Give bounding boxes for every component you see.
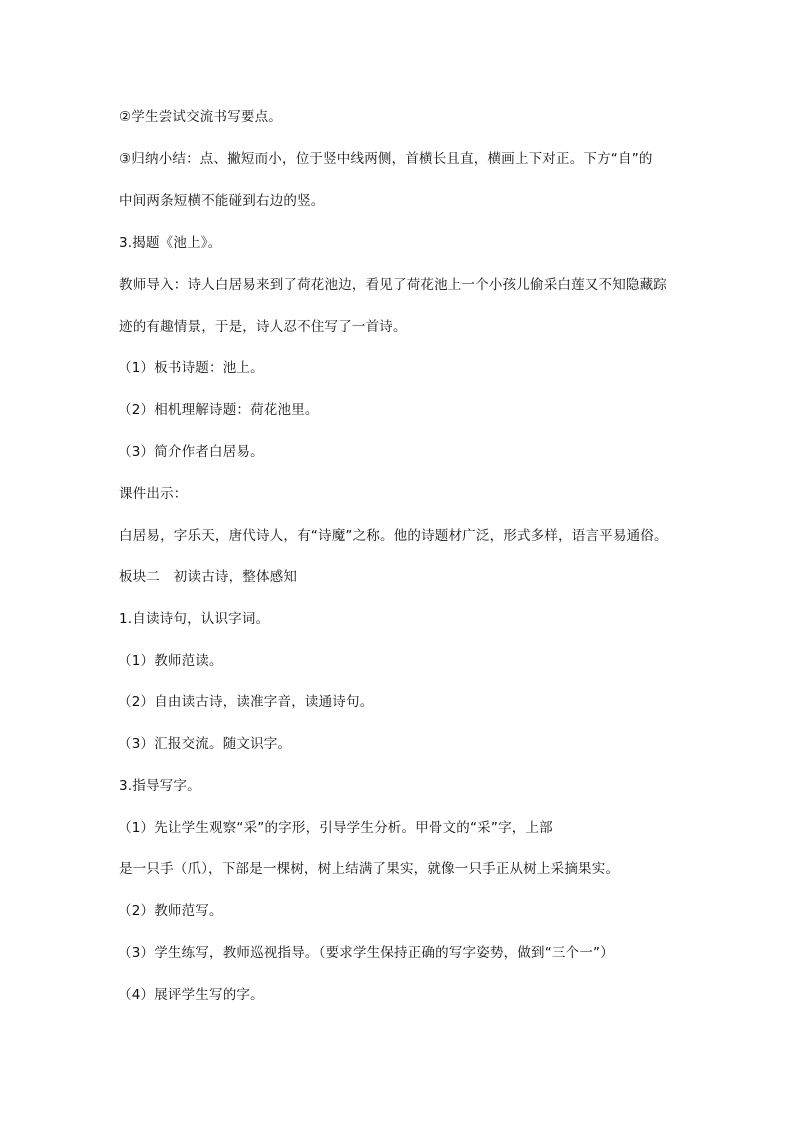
text-line-10: 课件出示： [119, 486, 188, 502]
text-line-13: 1.自读诗句，认识字词。 [119, 611, 270, 627]
text-line-20: （2）教师范写。 [118, 903, 223, 919]
text-line-2: ③归纳小结：点、撇短而小，位于竖中线两侧，首横长且直，横画上下对正。下方“自”的 [119, 151, 653, 167]
text-line-16: （3）汇报交流。随文识字。 [118, 736, 292, 752]
text-line-5: 教师导入：诗人白居易来到了荷花池边，看见了荷花池上一个小孩儿偷采白莲又不知隐藏踪 [119, 277, 667, 293]
text-line-4: 3.揭题《池上》。 [119, 235, 222, 251]
text-line-14: （1）教师范读。 [118, 653, 223, 669]
text-line-6: 迹的有趣情景，于是，诗人忍不住写了一首诗。 [119, 319, 407, 335]
text-line-15: （2）自由读古诗，读准字音，读通诗句。 [118, 694, 374, 710]
text-line-11: 白居易，字乐天，唐代诗人，有“诗魔”之称。他的诗题材广泛，形式多样，语言平易通俗。 [119, 528, 668, 544]
text-line-3: 中间两条短横不能碰到右边的竖。 [119, 193, 325, 209]
text-line-21: （3）学生练写，教师巡视指导。（要求学生保持正确的写字姿势，做到“三个一”） [118, 945, 614, 961]
text-line-19: 是一只手（爪），下部是一棵树，树上结满了果实，就像一只手正从树上采摘果实。 [119, 861, 620, 877]
text-line-8: （2）相机理解诗题：荷花池里。 [118, 402, 319, 418]
text-line-7: （1）板书诗题：池上。 [118, 360, 264, 376]
text-line-22: （4）展评学生写的字。 [118, 987, 264, 1003]
text-line-18: （1）先让学生观察“采”的字形，引导学生分析。甲骨文的“采”字，上部 [118, 820, 553, 836]
text-line-9: （3）简介作者白居易。 [118, 444, 264, 460]
section-heading: 板块二 初读古诗，整体感知 [119, 569, 298, 585]
text-line-1: ②学生尝试交流书写要点。 [119, 109, 283, 125]
text-line-17: 3.指导写字。 [119, 778, 201, 794]
